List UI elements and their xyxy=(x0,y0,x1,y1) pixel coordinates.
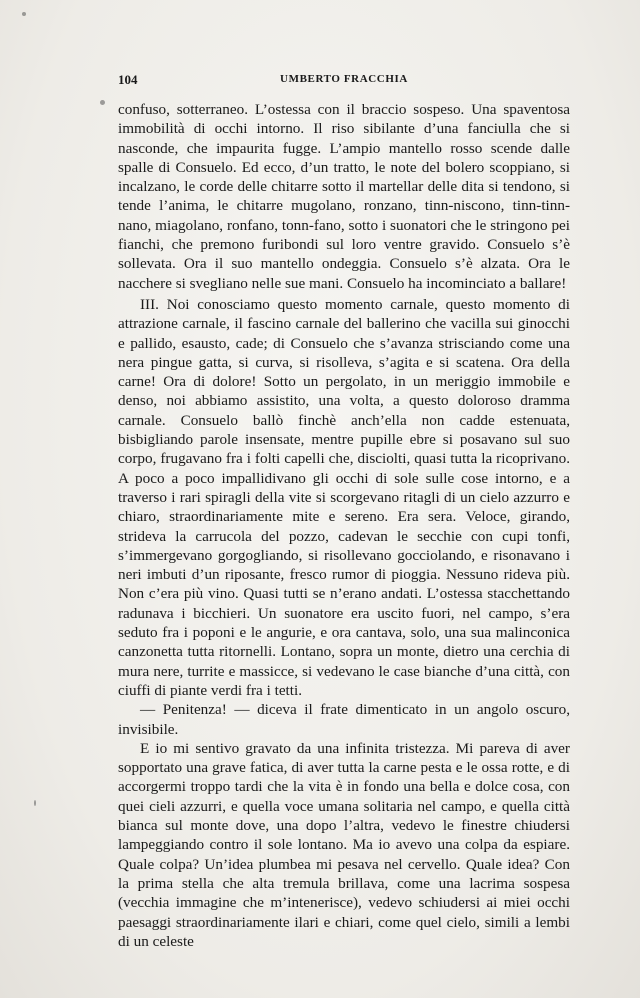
paragraph: confuso, sotterraneo. L’ostessa con il braccio sospeso. Una spaventosa immobilità di occhi intorno. Il riso sibilante d’una fanciulla che si nasconde, che impaurita fugge. L’ampio mantello rosso scende dalle spalle di Consuelo. Ed ecco, d’un tratto, le note del bolero scoppiano, si incalzano, le corde delle chitarre sotto il martellar delle dita si tendono, si tende l’anima, le chitarre mugolano, ronzano, tinn-niscono, tinn-tinn-nano, miagolano, ronfano, tonn-fano, sotto i suonatori che le stringono pei fianchi, che premono furibondi sul loro ventre gravido. Consuelo s’è sollevata. Ora il suo mantello ondeggia. Consuelo s’è alzata. Ora le nacchere si svegliano nelle sue mani. Consuelo ha incominciato a ballare! xyxy=(118,101,570,292)
paragraph: III. Noi conosciamo questo momento carnale, questo momento di attrazione carnale, il fascino carnale del ballerino che vacilla sui ginocchi e pallido, esausto, cade; di Consuelo che s’avanza strisciando come una nera pingue gatta, si curva, si risolleva, s’agita e si scatena. Ora della carne! Ora di dolore! Sotto un pergolato, in un meriggio immobile e denso, noi abbiamo assistito, una volta, a questo doloroso dramma carnale. Consuelo ballò finchè anch’ella non cadde estenuata, bisbigliando parole insensate, mentre pupille ebre si posavano sul suo corpo, frugavano fra i folti capelli che, disciolti, quasi tutta la ricoprivano. A poco a poco impallidivano gli occhi di sole sulle cose intorno, e a traverso i rari spiragli della vite si scorgevano ritagli di un cielo azzurro e chiaro, straordinariamente mite e sereno. Era sera. Veloce, girando, strideva la carrucola del pozzo, cadevan le secchie con cupi tonfi, s’immergevano gorgogliando, si risollevano gocciolando, e risonavano i neri imbuti d’un riposante, fresco rumor di pioggia. Nessuno rideva più. Non c’era più vino. Quasi tutti se n’erano andati. L’ostessa stacchettando radunava i bicchieri. Un suonatore era uscito fuori, nel campo, s’era seduto fra i poponi e le angurie, e ora cantava, solo, una sua malinconica canzonetta tutta ritornelli. Lontano, sopra un monte, dietro una cerchia di mura nere, turrite e massicce, si vedevano le case bianche d’una città, con ciuffi di piante verdi fra i tetti. xyxy=(118,296,570,699)
paper-speck xyxy=(100,100,105,105)
running-head xyxy=(118,72,570,90)
text-section-1 xyxy=(118,100,570,293)
running-title: UMBERTO FRACCHIA xyxy=(280,73,408,85)
text-section-2 xyxy=(118,295,570,951)
paragraph: E io mi sentivo gravato da una infinita tristezza. Mi pareva di aver sopportato una grave fatica, di aver tutta la carne pesta e le ossa rotte, e di accorgermi troppo tardi che la vita è in fondo una bella e dolce cosa, con quei cieli azzurri, e quella voce umana solitaria nel campo, e quella città bianca sul monte dove, una dopo l’altra, vedevo le finestre chiudersi lampeggiando contro il sole lontano. Ma io avevo una colpa da espiare. Quale colpa? Un’idea plumbea mi pesava nel cervello. Quale idea? Con la prima stella che alta tremula brillava, come una lacrima sospesa (vecchia immagine che m’intenerisce), vedevo schiudersi ai miei occhi paesaggi straordinariamente ilari e chiari, come quel cielo, simili a lembi di un celeste xyxy=(118,739,570,950)
paper-speck xyxy=(34,800,36,806)
page-number: 104 xyxy=(118,72,138,87)
paragraph: — Penitenza! — diceva il frate dimenticato in un angolo oscuro, invisibile. xyxy=(118,701,570,738)
paper-speck xyxy=(22,12,26,16)
